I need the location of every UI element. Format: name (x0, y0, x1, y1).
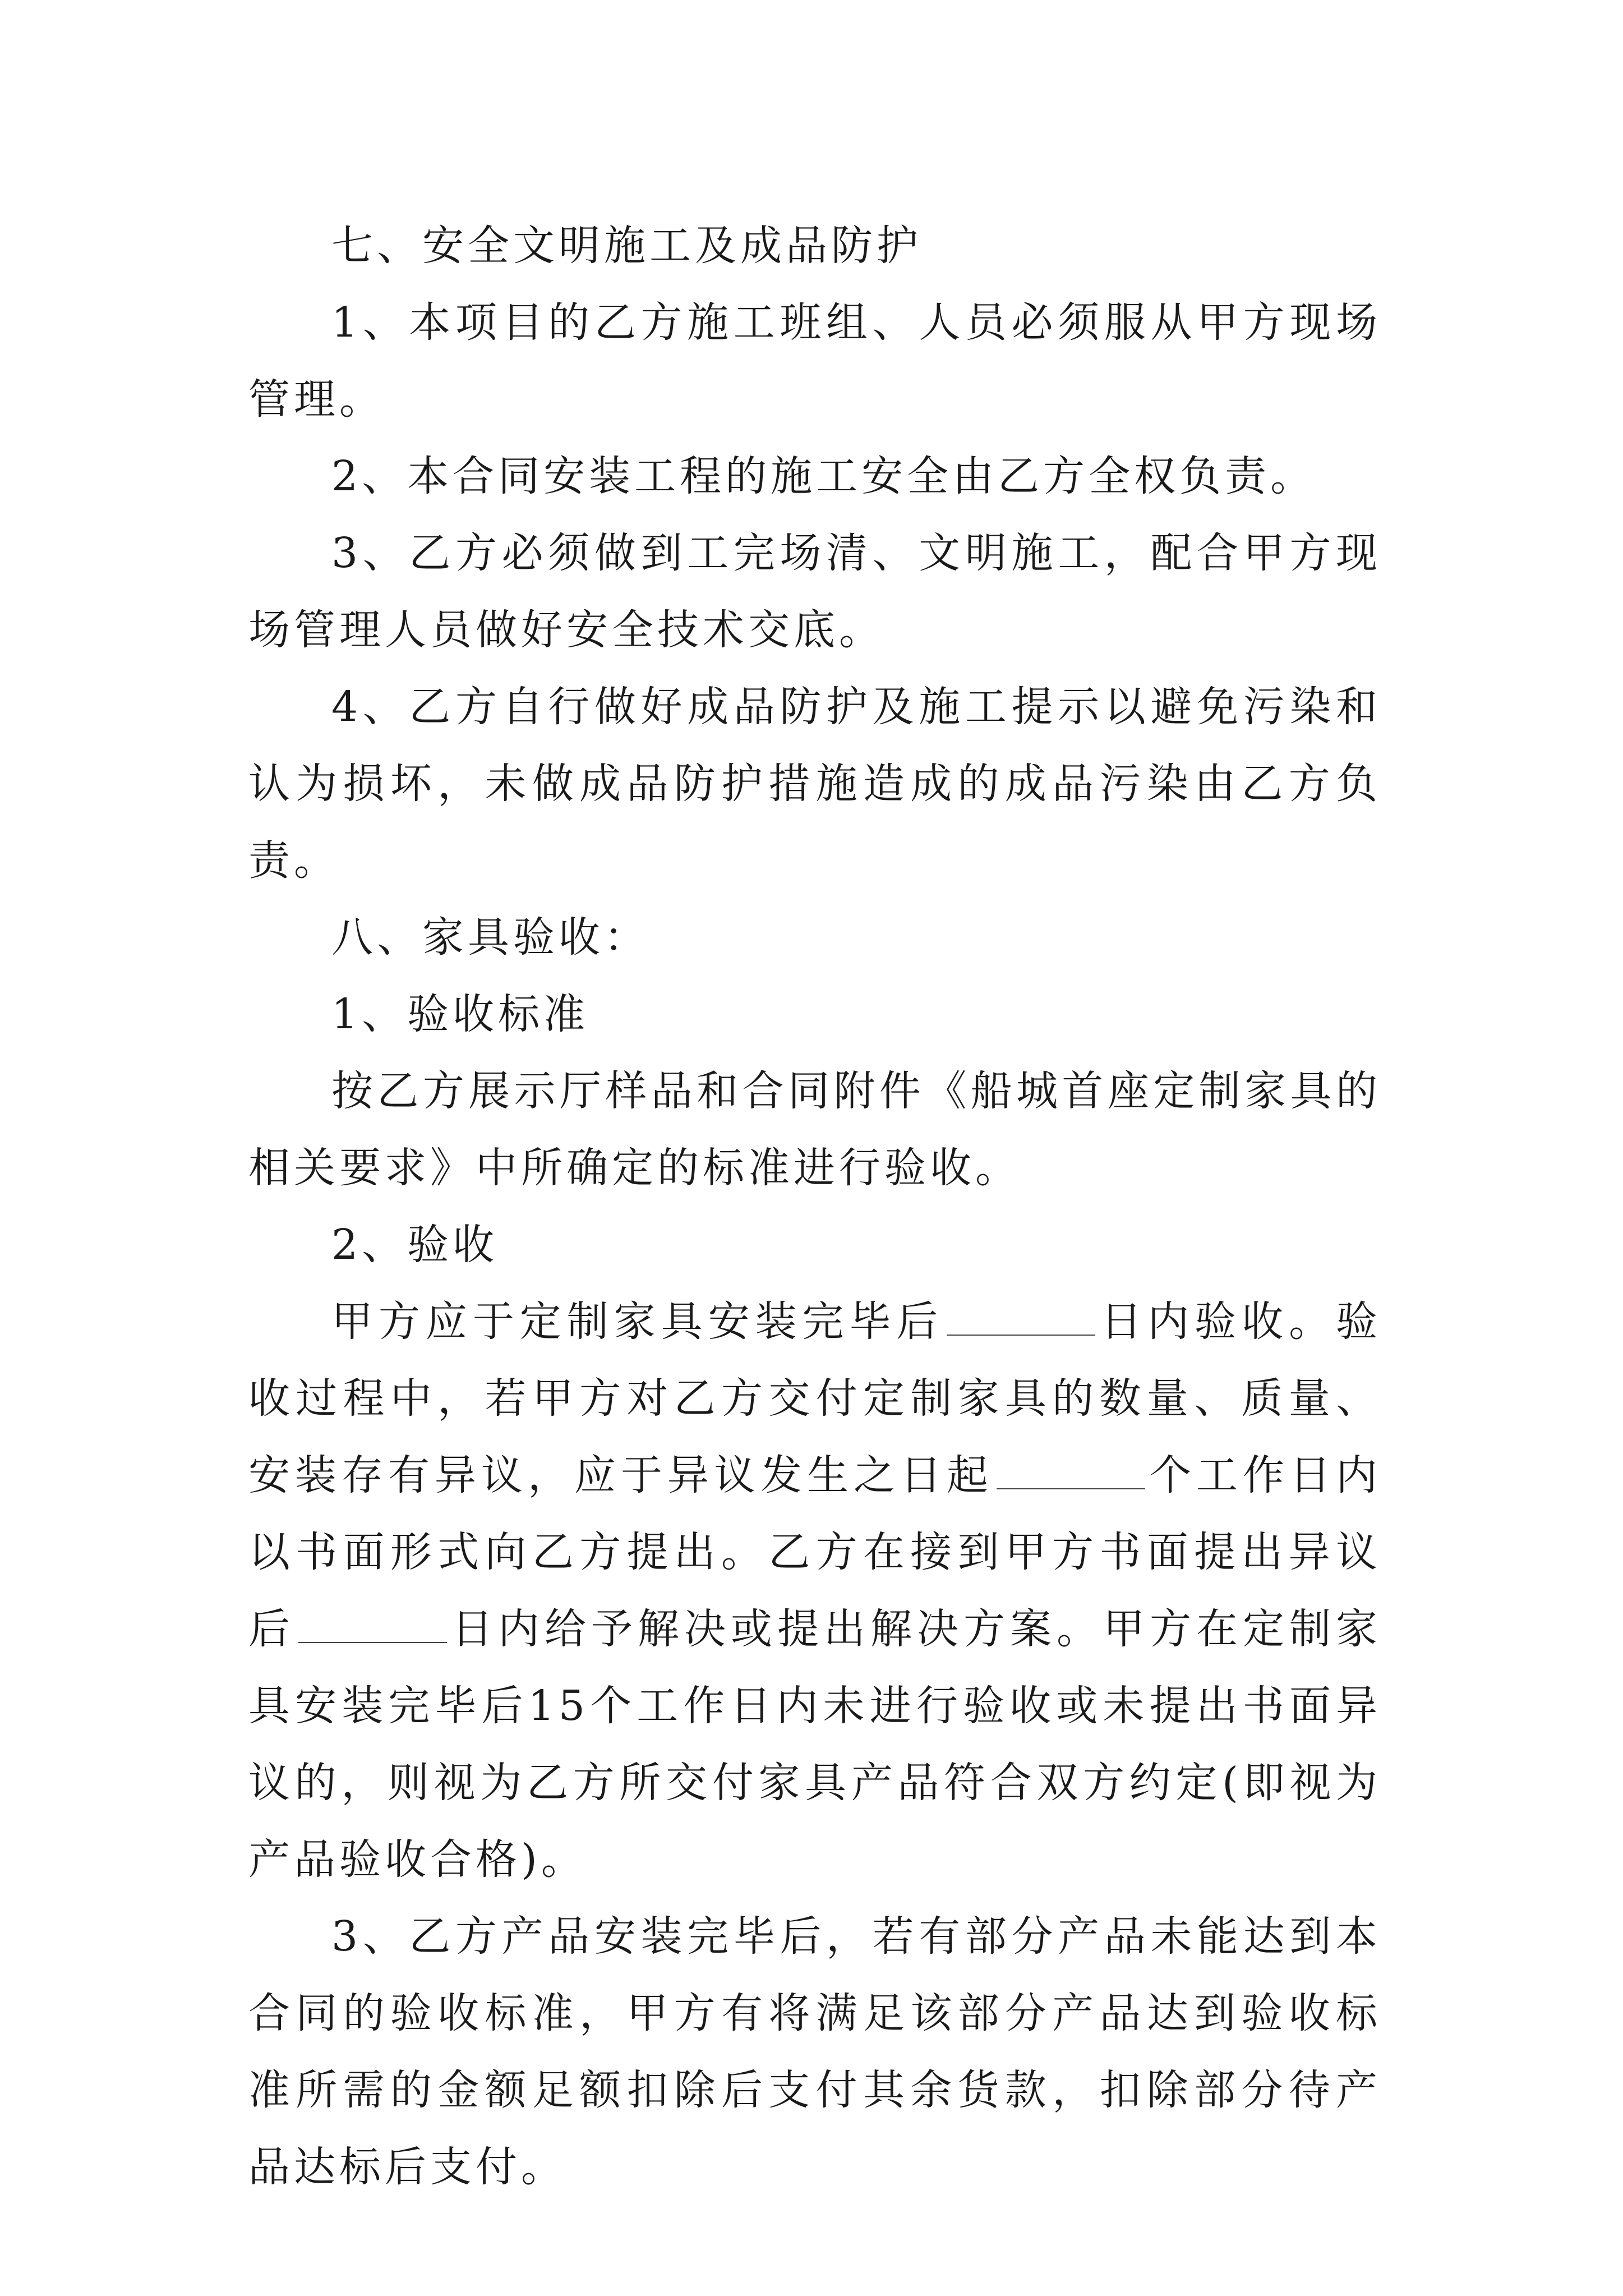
clause-7-1: 1、本项目的乙方施工班组、人员必须服从甲方现场管理。 (248, 298, 1381, 424)
clause-7-3: 3、乙方必须做到工完场清、文明施工，配合甲方现场管理人员做好安全技术交底。 (248, 529, 1381, 654)
clause-7-2: 2、本合同安装工程的施工安全由乙方全权负责。 (331, 452, 1316, 500)
acceptance-text-3: 个工作日内以书面形式向乙方提出。乙方在接到甲方书面提出异议后 (248, 1451, 1381, 1653)
document-body (248, 208, 1381, 2206)
clause-8-1-body: 按乙方展示厅样品和合同附件《船城首座定制家具的相关要求》中所确定的标准进行验收。 (248, 1067, 1381, 1192)
blank-days-resolution (298, 1603, 447, 1643)
clause-8-1-title: 1、验收标准 (331, 990, 589, 1038)
blank-days-acceptance (947, 1295, 1095, 1336)
acceptance-text-4: 日内给予解决或提出解决方案。甲方在定制家具安装完毕后15个工作日内未进行验收或未提出书面异议的，则视为乙方所交付家具产品符合双方约定(即视为产品验收合格)。 (248, 1605, 1381, 1884)
clause-8-2-title: 2、验收 (331, 1221, 499, 1269)
clause-7-4: 4、乙方自行做好成品防护及施工提示以避免污染和认为损坏，未做成品防护措施造成的成品污染由乙方负责。 (248, 683, 1381, 885)
acceptance-text-1: 甲方应于定制家具安装完毕后 (331, 1297, 944, 1346)
acceptance-text-2: 日内验收。验收过程中，若甲方对乙方交付定制家具的数量、质量、安装存有异议，应于异议发生之日起 (248, 1297, 1382, 1499)
section-heading-8: 八、家具验收： (331, 913, 649, 961)
blank-days-objection (997, 1449, 1145, 1489)
section-heading-7: 七、安全文明施工及成品防护 (331, 222, 922, 270)
clause-8-2-body (248, 1283, 1381, 1898)
clause-8-3: 3、乙方产品安装完毕后，若有部分产品未能达到本合同的验收标准，甲方有将满足该部分产品达到验收标准所需的金额足额扣除后支付其余货款，扣除部分待产品达标后支付。 (248, 1912, 1381, 2191)
